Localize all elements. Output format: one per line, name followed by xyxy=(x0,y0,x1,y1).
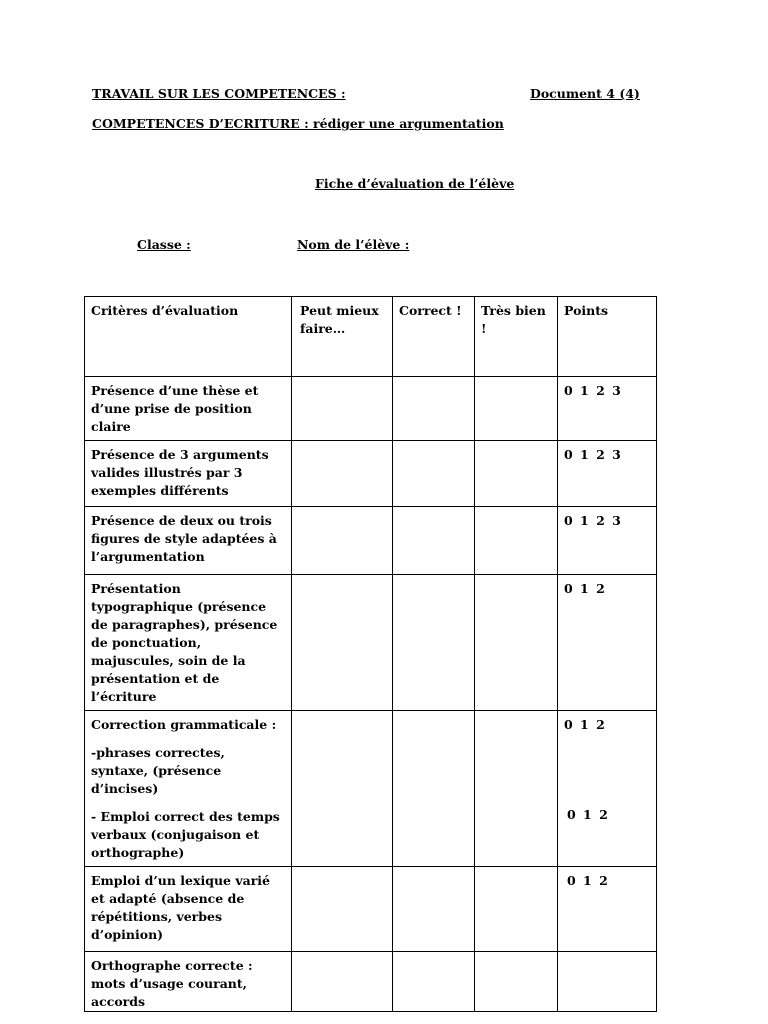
table-row xyxy=(85,575,657,711)
points-cell xyxy=(558,952,657,1012)
table-row xyxy=(85,377,657,441)
correct-cell[interactable] xyxy=(393,377,475,441)
peut-mieux-faire-cell[interactable] xyxy=(292,711,393,867)
points-cell: 0 1 2 xyxy=(558,575,657,711)
peut-mieux-faire-cell[interactable] xyxy=(292,867,393,952)
tres-bien-cell[interactable] xyxy=(475,711,558,867)
column-header-peut-mieux-faire: Peut mieux faire… xyxy=(292,297,393,377)
column-header-criteria: Critères d’évaluation xyxy=(85,297,292,377)
table-row xyxy=(85,711,657,867)
evaluation-table xyxy=(84,296,657,1012)
correct-cell[interactable] xyxy=(393,711,475,867)
table-header-row xyxy=(85,297,657,377)
criterion-cell: Présence de 3 arguments valides illustrés par 3 exemples différents xyxy=(85,441,292,507)
peut-mieux-faire-cell[interactable] xyxy=(292,952,393,1012)
column-header-correct: Correct ! xyxy=(393,297,475,377)
points-cell: 0 1 2 3 xyxy=(558,441,657,507)
criterion-subitem: -phrases correctes, syntaxe, (présence d’incises) xyxy=(91,745,225,796)
peut-mieux-faire-cell[interactable] xyxy=(292,377,393,441)
peut-mieux-faire-cell[interactable] xyxy=(292,441,393,507)
correct-cell[interactable] xyxy=(393,575,475,711)
tres-bien-cell[interactable] xyxy=(475,867,558,952)
criterion-subitem: - Emploi correct des temps verbaux (conjugaison et orthographe) xyxy=(91,809,280,860)
correct-cell[interactable] xyxy=(393,867,475,952)
points-cell: 0 1 2 xyxy=(558,867,657,952)
criterion-cell: Emploi d’un lexique varié et adapté (absence de répétitions, verbes d’opinion) xyxy=(85,867,292,952)
criterion-cell: Présence de deux ou trois figures de style adaptées à l’argumentation xyxy=(85,507,292,575)
table-row xyxy=(85,867,657,952)
column-header-points: Points xyxy=(558,297,657,377)
document-subtitle: COMPETENCES D’ECRITURE : rédiger une argumentation xyxy=(92,116,504,131)
form-title: Fiche d’évaluation de l’élève xyxy=(315,176,515,191)
points-cell xyxy=(558,711,657,867)
criterion-cell xyxy=(85,711,292,867)
tres-bien-cell[interactable] xyxy=(475,441,558,507)
classe-label: Classe : xyxy=(137,237,191,252)
criterion-heading: Correction grammaticale : xyxy=(91,717,277,732)
tres-bien-cell[interactable] xyxy=(475,507,558,575)
table-row xyxy=(85,507,657,575)
criterion-cell: Présence d’une thèse et d’une prise de position claire xyxy=(85,377,292,441)
points-cell: 0 1 2 3 xyxy=(558,377,657,441)
criterion-cell: Orthographe correcte : mots d’usage courant, accords xyxy=(85,952,292,1012)
column-header-tres-bien: Très bien ! xyxy=(475,297,558,377)
student-name-label: Nom de l’élève : xyxy=(297,237,410,252)
tres-bien-cell[interactable] xyxy=(475,575,558,711)
peut-mieux-faire-cell[interactable] xyxy=(292,575,393,711)
tres-bien-cell[interactable] xyxy=(475,377,558,441)
points-scale: 0 1 2 xyxy=(564,717,605,732)
points-scale: 0 1 2 xyxy=(567,807,608,822)
correct-cell[interactable] xyxy=(393,441,475,507)
correct-cell[interactable] xyxy=(393,507,475,575)
criterion-cell: Présentation typographique (présence de paragraphes), présence de ponctuation, majuscules, soin de la présentation et de l’écriture xyxy=(85,575,292,711)
document-title: TRAVAIL SUR LES COMPETENCES : xyxy=(92,86,346,101)
document-reference: Document 4 (4) xyxy=(530,86,640,101)
peut-mieux-faire-cell[interactable] xyxy=(292,507,393,575)
correct-cell[interactable] xyxy=(393,952,475,1012)
table-row xyxy=(85,952,657,1012)
tres-bien-cell[interactable] xyxy=(475,952,558,1012)
table-row xyxy=(85,441,657,507)
points-cell: 0 1 2 3 xyxy=(558,507,657,575)
